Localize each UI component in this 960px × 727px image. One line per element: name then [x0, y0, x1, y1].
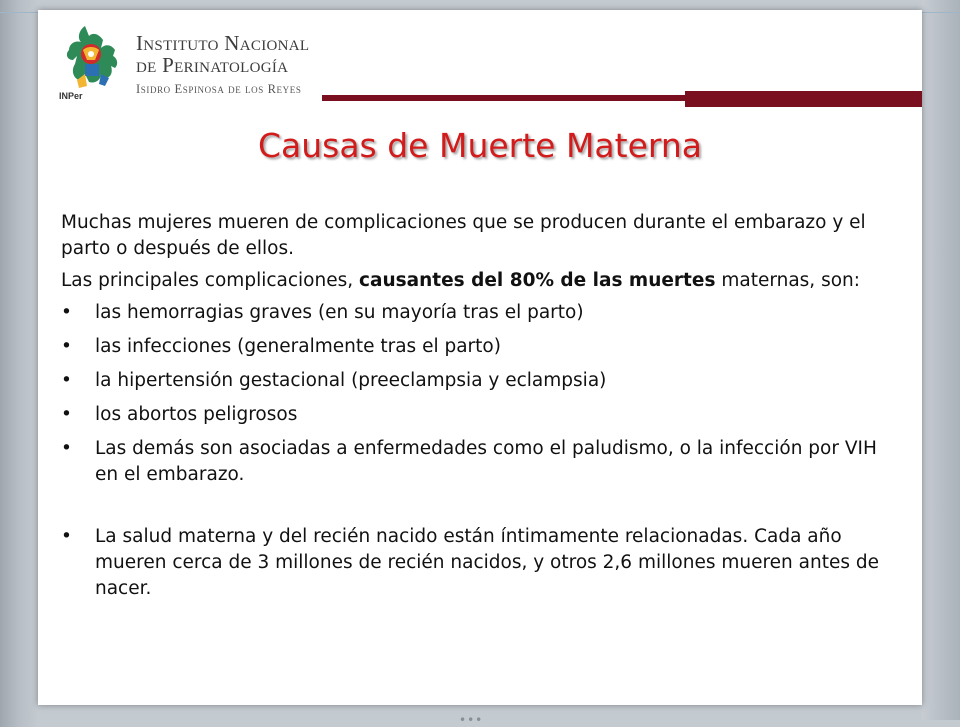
bullet-item: [61, 368, 891, 394]
window-background-right: [922, 0, 960, 720]
paragraph-2-prefix: Las principales complicaciones,: [61, 270, 359, 291]
bullet-dot: •: [61, 526, 72, 547]
institution-line-1: Instituto Nacional: [136, 31, 310, 55]
bullet-item: [61, 524, 891, 602]
bullet-item: [61, 402, 891, 428]
bullet-item: [61, 300, 891, 326]
bullet-dot: •: [61, 370, 72, 391]
spacer: [61, 496, 891, 524]
inper-logo-icon: [55, 20, 130, 102]
bullet-list: [61, 300, 891, 488]
bullet-dot: •: [61, 302, 72, 323]
bullet-text: Las demás son asociadas a enfermedades como el paludismo, o la infección por VIH en el embarazo.: [95, 438, 877, 485]
institution-line-2: de Perinatología: [136, 53, 289, 77]
bullet-item: [61, 436, 891, 488]
bullet-text: las hemorragias graves (en su mayoría tras el parto): [95, 302, 584, 323]
bullet-list-final: [61, 524, 891, 602]
slide-body: [61, 210, 891, 610]
paragraph-2-bold: causantes del 80% de las muertes: [359, 270, 716, 291]
paragraph-2-suffix: maternas, son:: [715, 270, 860, 291]
bullet-text: los abortos peligrosos: [95, 404, 298, 425]
bullet-dot: •: [61, 336, 72, 357]
accent-bar-thick: [685, 91, 922, 107]
bullet-text: La salud materna y del recién nacido están íntimamente relacionadas. Cada año mueren cerca de 3 millones de recién nacidos, y otros 2,6 millones mueren antes de nacer.: [95, 526, 880, 599]
slide-title: Causas de Muerte Materna: [257, 126, 703, 165]
institution-line-3: Isidro Espinosa de los Reyes: [136, 82, 302, 96]
bullet-item: [61, 334, 891, 360]
paragraph-2: [61, 268, 891, 294]
logo-caption: INPer: [59, 91, 83, 101]
inper-logo: [55, 20, 130, 102]
institution-name: [136, 32, 309, 97]
bullet-dot: •: [61, 438, 72, 459]
bullet-text: la hipertensión gestacional (preeclampsia y eclampsia): [95, 370, 607, 391]
slide-nav-dots: •••: [459, 713, 484, 727]
bullet-text: las infecciones (generalmente tras el parto): [95, 336, 501, 357]
bullet-dot: •: [61, 404, 72, 425]
paragraph-1: Muchas mujeres mueren de complicaciones que se producen durante el embarazo y el parto o después de ellos.: [61, 212, 866, 259]
slide-canvas: [38, 10, 922, 705]
